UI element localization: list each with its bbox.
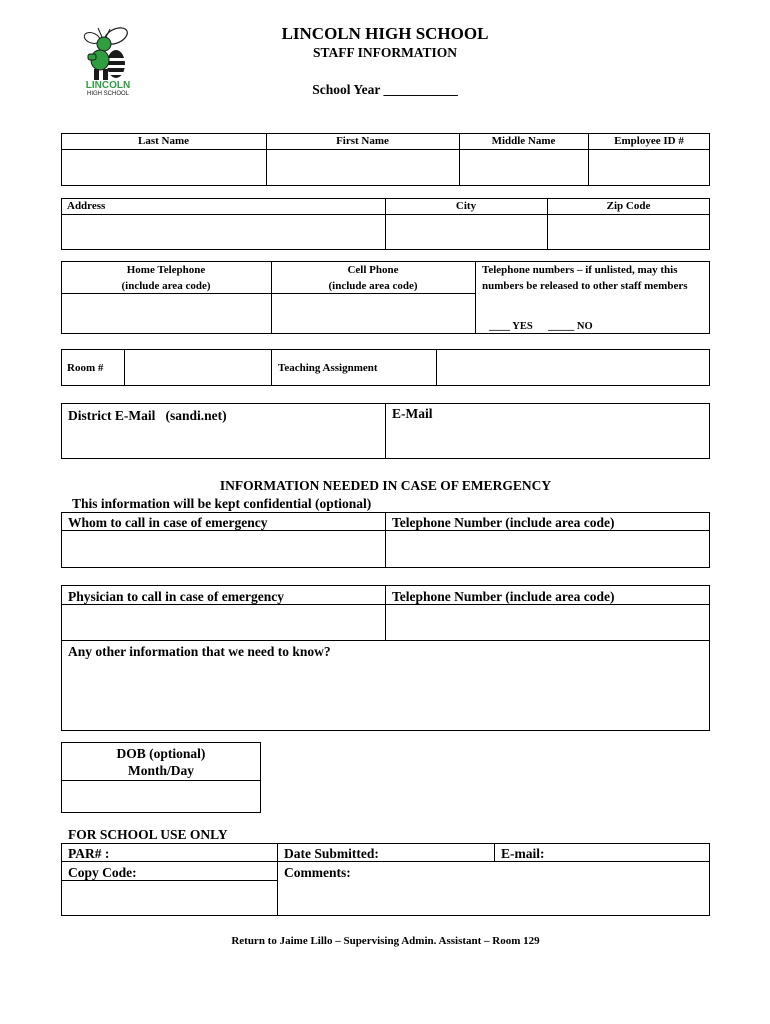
teaching-assignment-field[interactable] [437,350,709,385]
employee-id-label: Employee ID # [614,135,684,147]
other-info-label: Any other information that we need to know? [68,644,331,659]
home-phone-label: Home Telephone (include area code) [121,264,211,292]
school-year: School Year ___________ [312,82,458,97]
other-info-field[interactable] [62,662,709,730]
address-label: Address [67,200,106,212]
comments-label: Comments: [284,865,351,880]
school-use-heading: FOR SCHOOL USE ONLY [68,827,228,842]
address-field[interactable] [62,215,384,249]
cell-phone-field[interactable] [272,294,474,333]
zip-code-label: Zip Code [606,200,651,212]
emergency-contact-field[interactable] [62,531,384,567]
first-name-field[interactable] [267,150,458,185]
school-name: LINCOLN HIGH SCHOOL [281,24,489,43]
district-email-field[interactable] [62,426,384,458]
return-instructions: Return to Jaime Lillo – Supervising Admin. Assistant – Room 129 [231,935,540,947]
employee-id-field[interactable] [589,150,709,185]
school-use-email-label: E-mail: [501,846,545,861]
email-label: E-Mail [392,406,433,421]
emergency-contact-phone-label: Telephone Number (include area code) [392,515,615,530]
dob-field[interactable] [62,781,260,812]
school-logo [78,24,138,100]
release-yes-option[interactable]: ____ YES [489,321,533,332]
logo-wordmark: LINCOLN [85,80,131,91]
middle-name-label: Middle Name [491,135,556,147]
teaching-assignment-label: Teaching Assignment [278,362,378,374]
phone-release-note: Telephone numbers – if unlisted, may this numbers be released to other staff members [482,264,688,292]
emergency-heading: INFORMATION NEEDED IN CASE OF EMERGENCY [219,478,552,493]
release-no-option[interactable]: _____ NO [548,321,593,332]
hornet-mascot-icon [78,24,138,84]
physician-label: Physician to call in case of emergency [68,589,284,604]
room-label: Room # [67,362,104,374]
physician-phone-field[interactable] [386,605,709,639]
last-name-label: Last Name [137,135,190,147]
first-name-label: First Name [336,135,389,147]
cell-phone-label: Cell Phone (include area code) [328,264,418,292]
par-label: PAR# : [68,846,110,861]
form-title: STAFF INFORMATION [312,45,458,60]
dob-label: DOB (optional) Month/Day [116,746,206,778]
physician-phone-label: Telephone Number (include area code) [392,589,615,604]
emergency-subheading: This information will be kept confidential (optional) [72,496,372,511]
emergency-contact-label: Whom to call in case of emergency [68,515,268,530]
logo-subtext: HIGH SCHOOL [86,91,129,97]
zip-code-field[interactable] [548,215,709,249]
middle-name-field[interactable] [460,150,587,185]
date-submitted-label: Date Submitted: [284,846,379,861]
home-phone-field[interactable] [62,294,270,333]
copy-code-label: Copy Code: [68,865,137,880]
last-name-field[interactable] [62,150,265,185]
district-email-label: District E-Mail (sandi.net) [68,408,227,423]
room-field[interactable] [125,350,270,385]
city-field[interactable] [386,215,546,249]
physician-field[interactable] [62,605,384,639]
emergency-contact-phone-field[interactable] [386,531,709,567]
email-field[interactable] [386,426,709,458]
city-label: City [455,200,477,212]
